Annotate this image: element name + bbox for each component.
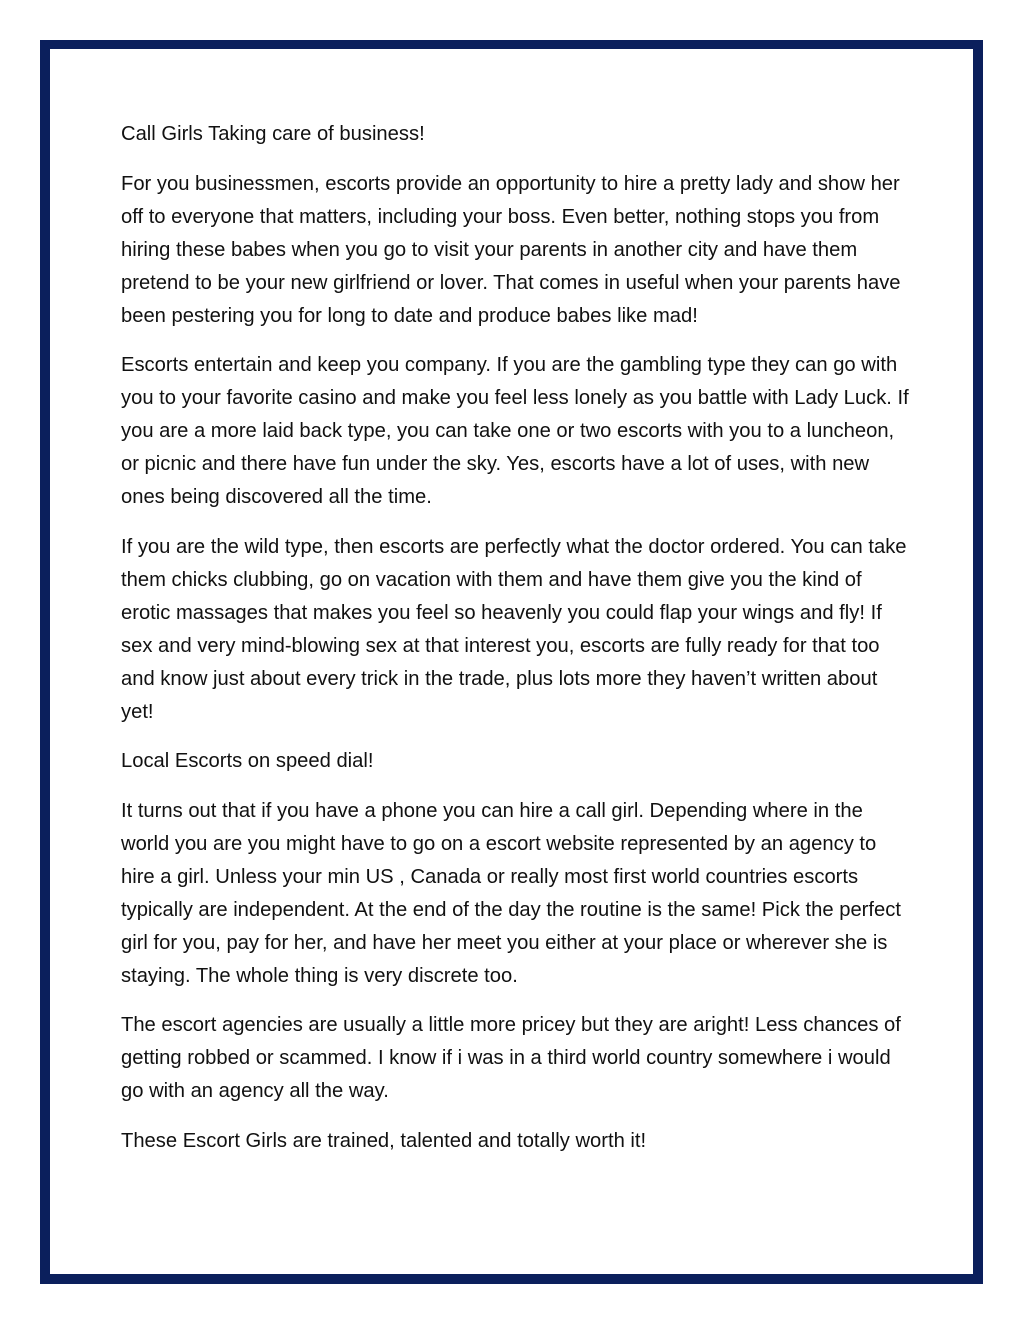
- paragraph-closing: These Escort Girls are trained, talented and totally worth it!: [121, 1129, 647, 1152]
- paragraph-phone: It turns out that if you have a phone you can hire a call girl. Depending where in the world you are you might have to go on a escort website represented by an agency to hire a girl. Unless your min US , Canada or really most first world countries escorts typically are independent. At the end of the day the routine is the same! Pick the perfect girl for you, pay for her, and have her meet you either at your place or wherever she is staying. The whole thing is very discrete too.: [121, 799, 901, 987]
- paragraph-entertain: Escorts entertain and keep you company. If you are the gambling type they can go with you to your favorite casino and make you feel less lonely as you battle with Lady Luck. If you are a more laid back type, you can take one or two escorts with you to a luncheon, or picnic and there have fun under the sky. Yes, escorts have a lot of uses, with new ones being discovered all the time.: [121, 354, 909, 508]
- paragraph-wild-type: If you are the wild type, then escorts are perfectly what the doctor ordered. You can take them chicks clubbing, go on vacation with them and have them give you the kind of erotic massages that makes you feel so heavenly you could flap your wings and fly! If sex and very mind-blowing sex at that interest you, escorts are fully ready for that too and know just about every trick in the trade, plus lots more they haven’t written about yet!: [121, 535, 907, 723]
- document-body: [121, 118, 911, 1174]
- paragraph-businessmen: For you businessmen, escorts provide an opportunity to hire a pretty lady and show her off to everyone that matters, including your boss. Even better, nothing stops you from hiring these babes when you go to visit your parents in another city and have them pretend to be your new girlfriend or lover. That comes in useful when your parents have been pestering you for long to date and produce babes like mad!: [121, 172, 901, 327]
- heading-speed-dial: Local Escorts on speed dial!: [121, 750, 374, 772]
- paragraph-agencies: The escort agencies are usually a little more pricey but they are aright! Less chances of getting robbed or scammed. I know if i was in a third world country somewhere i would go with an agency all the way.: [121, 1014, 901, 1102]
- heading-call-girls: Call Girls Taking care of business!: [121, 123, 425, 145]
